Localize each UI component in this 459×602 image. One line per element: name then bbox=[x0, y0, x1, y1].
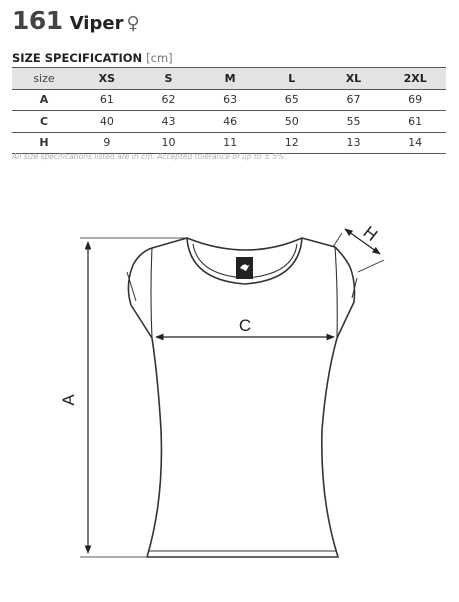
table-cell: 13 bbox=[346, 136, 361, 150]
product-code: 161 bbox=[12, 6, 63, 35]
spec-title-text: SIZE SPECIFICATION bbox=[12, 51, 143, 65]
table-cell: 9 bbox=[103, 136, 111, 150]
header-s: S bbox=[164, 71, 173, 85]
table-cell: 65 bbox=[284, 93, 299, 107]
table-cell: 50 bbox=[284, 114, 299, 128]
table-cell: 69 bbox=[408, 93, 423, 107]
table-cell: 63 bbox=[223, 93, 238, 107]
dimension-h-label: H bbox=[359, 222, 382, 245]
product-name: Viper bbox=[69, 13, 124, 34]
table-cell: 55 bbox=[346, 114, 361, 128]
header-m: M bbox=[224, 71, 236, 85]
table-cell: 40 bbox=[99, 114, 114, 128]
header-2xl: 2XL bbox=[403, 71, 427, 85]
row-label: H bbox=[39, 136, 49, 150]
dimension-a-label: A bbox=[59, 394, 78, 406]
row-label: C bbox=[39, 114, 49, 128]
row-label: A bbox=[39, 93, 49, 107]
table-cell: 67 bbox=[346, 93, 361, 107]
table-cell: 12 bbox=[284, 136, 299, 150]
dimension-a bbox=[80, 238, 186, 557]
table-cell: 61 bbox=[408, 114, 423, 128]
neck-label bbox=[236, 257, 253, 279]
table-cell: 14 bbox=[408, 136, 423, 150]
tolerance-note: All size specifications listed are in cm. Accepted tolerance of up to ± 5%. bbox=[12, 152, 287, 161]
table-cell: 61 bbox=[99, 93, 114, 107]
dimension-c-label: C bbox=[238, 316, 252, 335]
header-size: size bbox=[33, 71, 55, 85]
tshirt-outline bbox=[127, 238, 357, 557]
header-l: L bbox=[288, 71, 296, 85]
table-cell: 11 bbox=[223, 136, 238, 150]
table-cell: 46 bbox=[223, 114, 238, 128]
table-cell: 62 bbox=[161, 93, 176, 107]
header-xl: XL bbox=[345, 71, 362, 85]
spec-unit: [cm] bbox=[146, 51, 173, 65]
table-cell: 43 bbox=[161, 114, 176, 128]
female-icon: ♀ bbox=[126, 13, 140, 34]
table-cell: 10 bbox=[161, 136, 176, 150]
header-xs: XS bbox=[98, 71, 116, 85]
